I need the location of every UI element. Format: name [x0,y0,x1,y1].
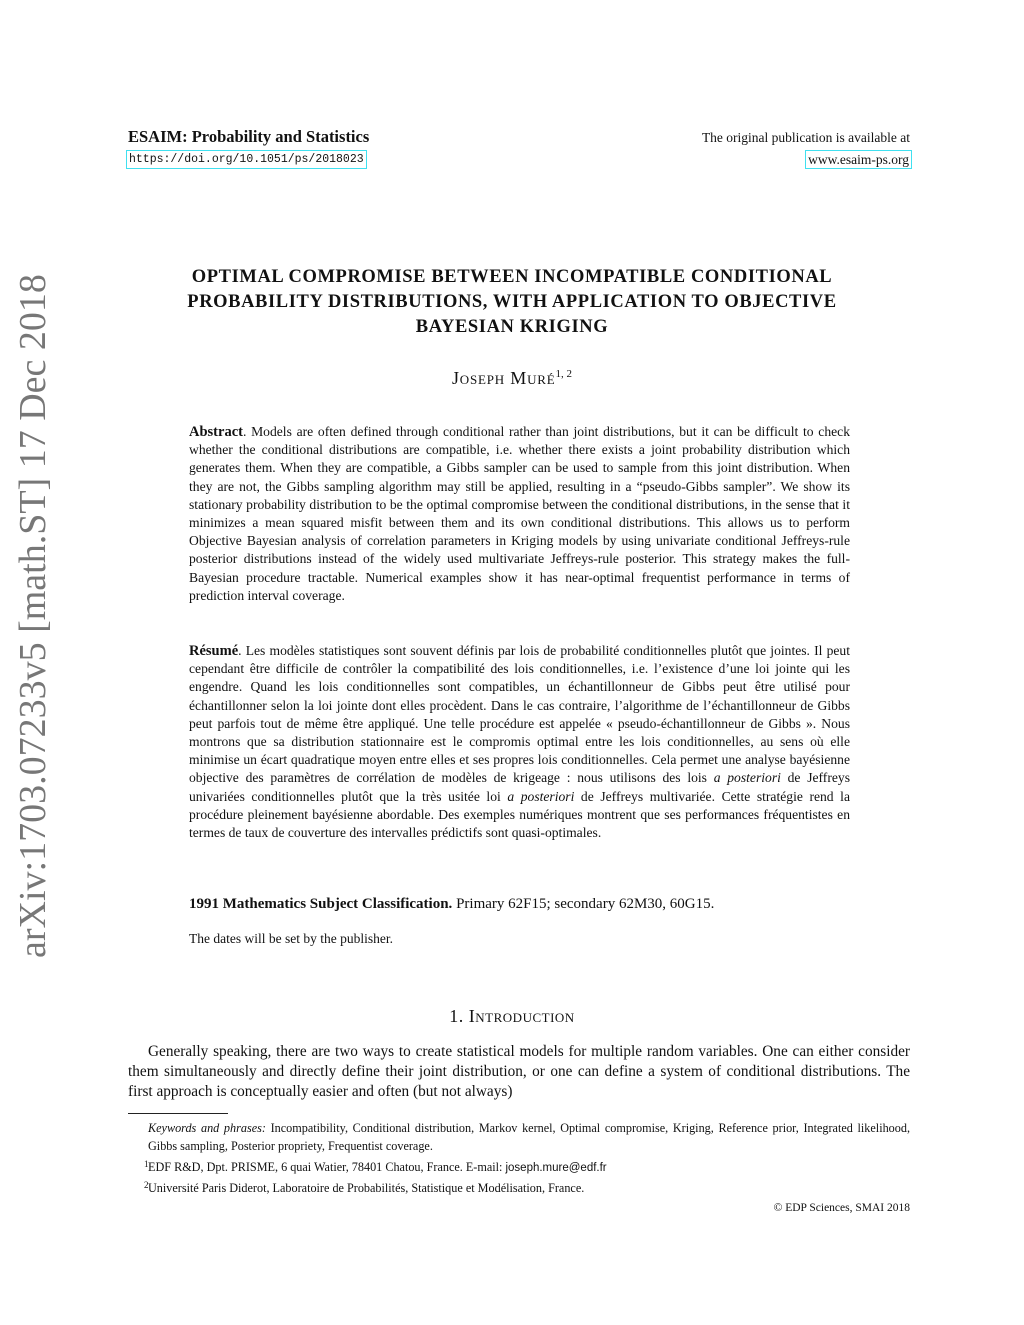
resume-text: de Jeffreys univariées conditionnelles plutôt que la très usitée loi [189,770,850,804]
publication-note: The original publication is available at [701,130,910,145]
footnote-2 [144,1180,910,1198]
footnote-divider [128,1113,228,1114]
author-name: Joseph Muré [452,368,556,388]
arxiv-side-stamp: arXiv:1703.07233v5 [math.ST] 17 Dec 2018 [12,274,54,958]
paper-title [112,265,912,340]
abstract-heading: Abstract [189,424,243,440]
abstract-text: . Models are often defined through conditional rather than joint distributions, but it can be difficult to check whether the conditional distributions are compatible, i.e. whether there exists a joint probability distribution which generates them. When they are compatible, a Gibbs sampler can be used to sample from this joint distribution. When they are not, the Gibbs sampling algorithm may still be applied, resulting in a “pseudo-Gibbs sampler”. We show its stationary probability distribution to be the optimal compromise between the conditional distributions, in the sense that it minimizes a mean squared misfit between them and its own conditional distributions. This allows us to perform Objective Bayesian analysis of correlation parameters in Kriging models by using univariate conditional Jeffreys-rule posterior distributions instead of the widely used multivariate Jeffreys-rule posterior. This strategy makes the full-Bayesian procedure tractable. Numerical examples show it has near-optimal frequentist performance in terms of prediction interval coverage. [189,424,850,603]
email-link[interactable]: joseph.mure@edf.fr [505,1162,607,1174]
resume-heading: Résumé [189,643,239,659]
keywords-footnote [148,1120,910,1155]
abstract [189,423,850,605]
title-line: BAYESIAN KRIGING [415,317,609,337]
resume-italic: a posteriori [507,788,575,804]
resume-italic: a posteriori [713,770,781,786]
resume-text: de Jeffreys multivariée. Cette stratégie rend la procédure pleinement bayésienne abordable. Des exemples numériques montrent que ses performances fréquentistes en termes de taux de couverture des intervalles prédictifs sont quasi-optimales. [189,788,850,841]
author [112,368,912,389]
footnote-mark: 2 [144,1180,149,1190]
resume-text: . Les modèles statistiques sont souvent définis par lois de probabilité conditionnelles plutôt que jointes. Il peut cependant être difficile de contrôler la compatibilité des lois conditionnelles, i.e. l’existence d’une loi jointe qui les engendre. Quand les lois conditionnelles sont compatibles, un échantillonneur de Gibbs peut être utilisé pour échantillonner selon la loi jointe dont elles procèdent. Dans le cas contraire, l’algorithme de l’échantillonneur de Gibbs peut parfois tout de même être appliqué. Une telle procédure est appelée « pseudo-échantillonneur de Gibbs ». Nous montrons que sa distribution stationnaire est le compromis optimal entre les lois conditionnelles, au sens où elle minimise un écart quadratique moyen entre elles et ses propres lois conditionnelles. Cela permet une analyse bayésienne objective des paramètres de corrélation de modèles de krigeage : nous utilisons des lois [189,643,850,786]
title-line: OPTIMAL COMPROMISE BETWEEN INCOMPATIBLE CONDITIONAL [191,267,833,287]
dates-note: The dates will be set by the publisher. [189,931,393,946]
footnote-mark: 1 [144,1159,149,1169]
msc-text: Primary 62F15; secondary 62M30, 60G15. [452,896,715,912]
footnote-text: EDF R&D, Dpt. PRISME, 6 quai Watier, 78401 Chatou, France. E-mail: [148,1160,506,1174]
journal-url-link[interactable]: www.esaim-ps.org [805,150,912,169]
msc-heading: 1991 Mathematics Subject Classification. [189,896,453,912]
section-heading: 1. Introduction [449,1006,575,1026]
journal-name: ESAIM: Probability and Statistics [128,127,370,146]
intro-paragraph: Generally speaking, there are two ways to create statistical models for multiple random variables. One can either consider them simultaneously and directly define their joint distribution, or one can define a system of conditional distributions. The first approach is conceptually easier and often (but not always) [128,1043,910,1100]
copyright-notice: © EDP Sciences, SMAI 2018 [773,1202,910,1214]
resume [189,642,850,842]
author-affiliation-marks: 1, 2 [555,368,572,380]
footnote-1 [144,1159,910,1178]
footnote-text: Université Paris Diderot, Laboratoire de Probabilités, Statistique et Modélisation, France. [148,1181,585,1195]
title-line: PROBABILITY DISTRIBUTIONS, WITH APPLICATION TO OBJECTIVE [187,292,837,312]
keywords-text: Incompatibility, Conditional distribution, Markov kernel, Optimal compromise, Kriging, Reference prior, Integrated likelihood, Gibbs sampling, Posterior propriety, Frequentist coverage. [148,1121,911,1153]
subject-classification [189,896,850,913]
doi-link[interactable]: https://doi.org/10.1051/ps/2018023 [126,150,367,169]
keywords-label: Keywords and phrases: [148,1121,266,1135]
